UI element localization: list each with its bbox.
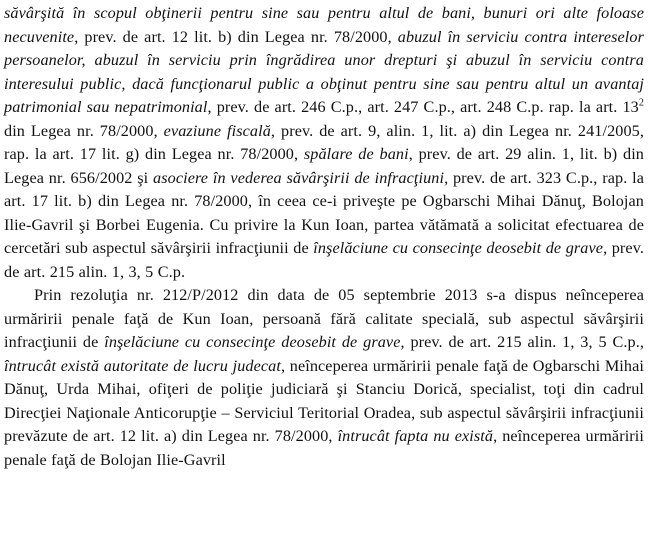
emphasis-text: săvârşită în scopul obţinerii pentru sine sau pentru altul de bani, bunuri ori alte foloase necuvenite	[4, 4, 644, 46]
emphasis-text: înşelăciune cu consecinţe deosebit de grave	[104, 333, 401, 351]
emphasis-text: întrucât fapta nu există	[337, 427, 494, 445]
body-text: , prev. de art. 323 C.p., rap. la art. 17 lit. b) din Legea nr. 78/2000, în ceea ce-i priveşte pe Ogbarschi Mihai Dănuţ, Bolojan Ilie-Gavril şi Borbei Eugenia. Cu privire la Kun Ioan, partea vătămată a solicitat efectuarea de cercetări sub aspectul săvârşirii infracţiunii de	[4, 168, 645, 257]
superscript-text: 2	[638, 97, 644, 109]
emphasis-text: înşelăciune cu consecinţe deosebit de grave	[313, 239, 604, 257]
body-text: , neînceperea urmăririi penale faţă de Bolojan Ilie-Gavril	[4, 427, 644, 469]
body-text: , prev. de art. 12 lit. b) din Legea nr. 78/2000,	[74, 27, 398, 46]
body-text: , prev. de art. 215 alin. 1, 3, 5 C.p.,	[400, 333, 644, 351]
emphasis-text: asociere în vederea săvârşirii de infracţiuni	[153, 168, 445, 187]
document-body	[4, 0, 644, 472]
body-text: , prev. de art. 246 C.p., art. 247 C.p., art. 248 C.p. rap. la art. 13	[207, 98, 639, 116]
body-text: din Legea nr. 78/2000,	[4, 121, 164, 140]
para-2	[4, 284, 644, 472]
body-text: , prev. de art. 29 alin. 1, lit. b) din Legea nr. 656/2002 şi	[4, 145, 644, 187]
emphasis-text: evaziune fiscală	[163, 121, 271, 140]
emphasis-text: spălare de bani	[303, 145, 409, 163]
body-text: , neînceperea urmăririi penale faţă de Ogbarschi Mihai Dănuţ, Urda Mihai, ofiţeri de poliţie judiciară şi Stanciu Dorică, specialist, toţi din cadrul Direcţiei Naţionale Anticorupţie – Serviciul Teritorial Oradea, sub aspectul săvârşirii infracţiunii prevăzute de art. 12 lit. a) din Legea nr. 78/2000,	[4, 356, 644, 445]
emphasis-text: întrucât există autoritate de lucru judecat	[4, 356, 281, 375]
para-1	[4, 2, 644, 284]
body-text: , prev. de art. 215 alin. 1, 3, 5 C.p.	[4, 239, 644, 281]
emphasis-text: abuzul în serviciu contra intereselor persoanelor, abuzul în serviciu prin îngrădirea unor drepturi şi abuzul în serviciu contra interesului public, dacă funcţionarul public a obţinut pentru sine sau pentru altul un avantaj patrimonial sau nepatrimonial	[4, 27, 644, 116]
body-text: Prin rezoluţia nr. 212/P/2012 din data de 05 septembrie 2013 s-a dispus neînceperea urmăririi penale faţă de Kun Ioan, persoană fără calitate specială, sub aspectul săvârşirii infracţiunii de	[4, 286, 644, 351]
body-text: , prev. de art. 9, alin. 1, lit. a) din Legea nr. 241/2005, rap. la art. 17 lit. g) din Legea nr. 78/2000,	[4, 121, 644, 163]
